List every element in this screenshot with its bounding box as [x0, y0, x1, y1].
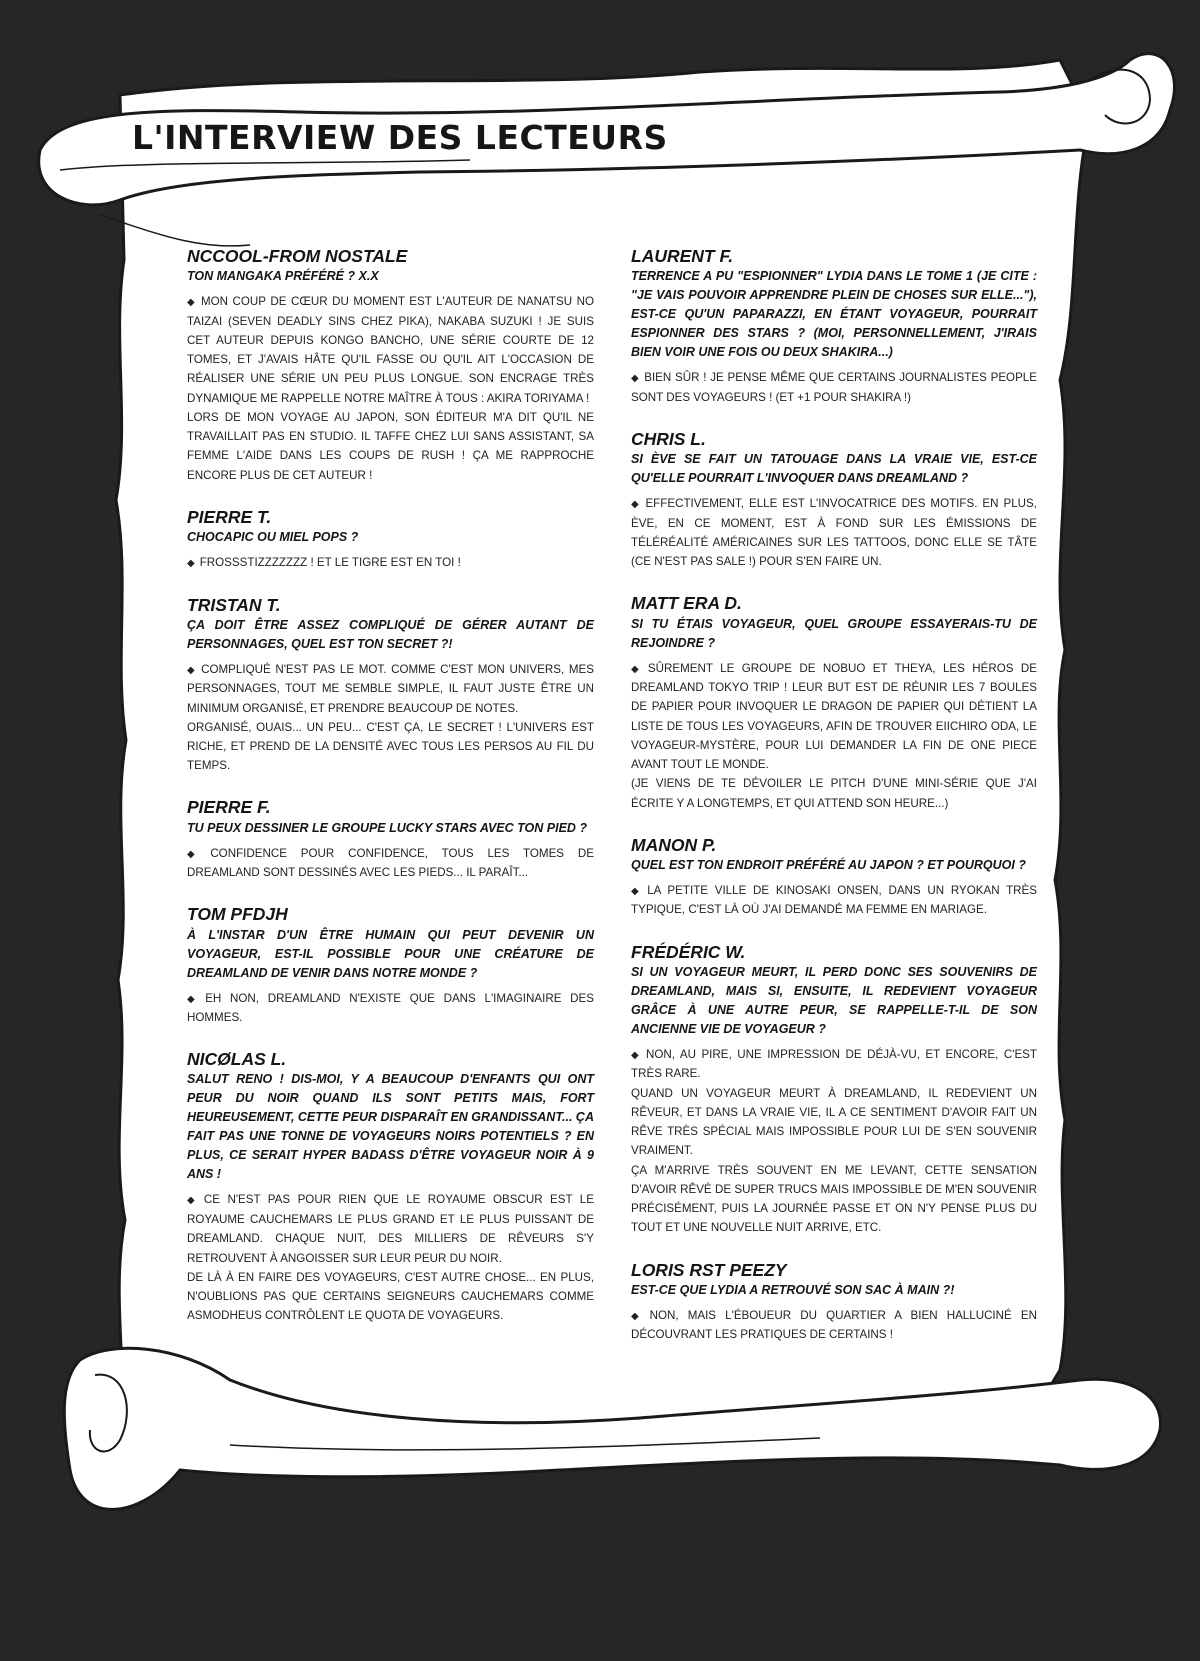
- author-answer: ◆ NON, MAIS L'ÉBOUEUR DU QUARTIER A BIEN HALLUCINÉ EN DÉCOUVRANT LES PRATIQUES DE CERTAINS !: [631, 1308, 1037, 1342]
- interview-entry: [631, 942, 1037, 1238]
- reader-name: MANON P.: [631, 834, 717, 855]
- reader-name: TRISTAN T.: [187, 594, 281, 615]
- diamond-bullet-icon: ◆: [187, 993, 201, 1005]
- reader-question: À L'INSTAR D'UN ÊTRE HUMAIN QUI PEUT DEVENIR UN VOYAGEUR, EST-IL POSSIBLE POUR UNE CRÉATURE DE DREAMLAND DE VENIR DANS NOTRE MONDE ?: [187, 927, 594, 980]
- reader-name: TOM PFDJH: [187, 904, 288, 925]
- reader-question: CHOCAPIC OU MIEL POPS ?: [187, 529, 359, 544]
- diamond-bullet-icon: ◆: [631, 663, 643, 675]
- reader-question: ÇA DOIT ÊTRE ASSEZ COMPLIQUÉ DE GÉRER AUTANT DE PERSONNAGES, QUEL EST TON SECRET ?!: [187, 617, 594, 651]
- diamond-bullet-icon: ◆: [187, 557, 195, 569]
- reader-name: NCCOOL-FROM NOSTALE: [187, 246, 408, 266]
- diamond-bullet-icon: ◆: [631, 1049, 641, 1061]
- author-answer: ◆ LA PETITE VILLE DE KINOSAKI ONSEN, DANS UN RYOKAN TRÈS TYPIQUE, C'EST LÀ OÙ J'AI DEMANDÉ MA FEMME EN MARIAGE.: [631, 883, 1037, 917]
- author-answer: ◆ CE N'EST PAS POUR RIEN QUE LE ROYAUME OBSCUR EST LE ROYAUME CAUCHEMARS LE PLUS GRAND ET LE PLUS PUISSANT DE DREAMLAND. CHAQUE NUIT, DES MILLIERS DE RÊVEURS S'Y RETROUVENT À ANGOISSER SUR LEUR PEUR DU NOIR. DE LÀ À EN FAIRE DES VOYAGEURS, C'EST AUTRE CHOSE... EN PLUS, N'OUBLIONS PAS QUE CERTAINS SEIGNEURS CAUCHEMARS COMME ASMODHEUS CONTRÔLENT LE QUOTA DE VOYAGEURS.: [187, 1193, 594, 1323]
- reader-name: LORIS RST PEEZY: [631, 1259, 787, 1280]
- interview-entry: [631, 1260, 1037, 1345]
- reader-name: LAURENT F.: [631, 246, 734, 266]
- interview-entry: [631, 429, 1037, 571]
- author-answer: ◆ COMPLIQUÉ N'EST PAS LE MOT. COMME C'EST MON UNIVERS, MES PERSONNAGES, TOUT ME SEMBLE SIMPLE, IL FAUT JUSTE ÊTRE UN MINIMUM ORGANISÉ, ET PRENDRE BEAUCOUP DE NOTES. ORGANISÉ, OUAIS... UN PEU... C'EST ÇA, LE SECRET ! L'UNIVERS EST RICHE, ET PREND DE LA DENSITÉ AVEC TOUS LES PERSOS AU FIL DU TEMPS.: [187, 662, 594, 773]
- reader-question: TON MANGAKA PRÉFÉRÉ ? X.X: [187, 269, 379, 284]
- reader-name: MATT ERA D.: [631, 593, 742, 614]
- diamond-bullet-icon: ◆: [631, 885, 643, 897]
- reader-question: SALUT RENO ! DIS-MOI, Y A BEAUCOUP D'ENFANTS QUI ONT PEUR DU NOIR QUAND ILS SONT PETITS MAIS, FORT HEUREUSEMENT, CETTE PEUR DISPARAÎT EN GRANDISSANT... ÇA FAIT PAS UNE TONNE DE VOYAGEURS NOIRS POTENTIELS ? EN PLUS, CE SERAIT HYPER BADASS D'ÊTRE VOYAGEUR NOIR À 9 ANS !: [187, 1072, 594, 1182]
- diamond-bullet-icon: ◆: [187, 848, 206, 860]
- reader-name: PIERRE T.: [187, 506, 272, 527]
- interview-entry: [187, 507, 594, 573]
- reader-question: QUEL EST TON ENDROIT PRÉFÉRÉ AU JAPON ? ET POURQUOI ?: [631, 857, 1026, 872]
- diamond-bullet-icon: ◆: [187, 297, 196, 309]
- reader-question: SI ÈVE SE FAIT UN TATOUAGE DANS LA VRAIE VIE, EST-CE QU'ELLE POURRAIT L'INVOQUER DANS DREAMLAND ?: [631, 452, 1037, 486]
- interview-entry: [631, 593, 1037, 812]
- author-answer: ◆ BIEN SÛR ! JE PENSE MÊME QUE CERTAINS JOURNALISTES PEOPLE SONT DES VOYAGEURS ! (ET +1 POUR SHAKIRA !): [631, 371, 1037, 404]
- author-answer: ◆ EFFECTIVEMENT, ELLE EST L'INVOCATRICE DES MOTIFS. EN PLUS, ÈVE, EN CE MOMENT, EST À FOND SUR LES ÉMISSIONS DE TÉLÉRÉALITÉ AMÉRICAINES SUR LES TATTOOS, DONC ELLE SE TÂTE (CE N'EST PAS SALE !) POUR S'EN FAIRE UN.: [631, 497, 1037, 569]
- diamond-bullet-icon: ◆: [631, 373, 640, 385]
- left-column: [187, 246, 594, 1347]
- diamond-bullet-icon: ◆: [187, 1195, 199, 1207]
- right-column: [631, 246, 1037, 1366]
- interview-entry: [187, 1049, 594, 1325]
- interview-entry: [187, 246, 594, 485]
- author-answer: ◆ NON, AU PIRE, UNE IMPRESSION DE DÉJÀ-VU, ET ENCORE, C'EST TRÈS RARE. QUAND UN VOYAGEUR MEURT À DREAMLAND, IL REDEVIENT UN RÊVEUR, ET DANS LA VRAIE VIE, IL A CE SENTIMENT D'AVOIR FAIT UN RÊVE TRÈS SPÉCIAL MAIS IMPOSSIBLE POUR LUI DE S'EN SOUVENIR VRAIMENT. ÇA M'ARRIVE TRÈS SOUVENT EN ME LEVANT, CETTE SENSATION D'AVOIR RÊVÉ DE SUPER TRUCS MAIS IMPOSSIBLE DE M'EN SOUVENIR PRÉCISÉMENT, PUIS LA JOURNÉE PASSE ET ON N'Y PENSE PLUS DU TOUT ET UNE NOUVELLE NUIT ARRIVE, ETC.: [631, 1047, 1037, 1235]
- reader-name: FRÉDÉRIC W.: [631, 941, 746, 962]
- reader-question: SI TU ÉTAIS VOYAGEUR, QUEL GROUPE ESSAYERAIS-TU DE REJOINDRE ?: [631, 616, 1037, 650]
- interview-entry: [187, 595, 594, 776]
- torn-edge: [1065, 728, 1098, 770]
- interview-entry: [631, 246, 1037, 407]
- interview-entry: [187, 904, 594, 1027]
- diamond-bullet-icon: ◆: [187, 664, 197, 676]
- reader-question: TU PEUX DESSINER LE GROUPE LUCKY STARS AVEC TON PIED ?: [187, 820, 588, 835]
- page-title: L'INTERVIEW DES LECTEURS: [132, 118, 668, 157]
- reader-question: EST-CE QUE LYDIA A RETROUVÉ SON SAC À MAIN ?!: [631, 1282, 955, 1297]
- reader-question: SI UN VOYAGEUR MEURT, IL PERD DONC SES SOUVENIRS DE DREAMLAND, MAIS SI, ENSUITE, IL REDEVIENT VOYAGEUR GRÂCE À UNE AUTRE PEUR, SE RAPPELLE-T-IL DE SON ANCIENNE VIE DE VOYAGEUR ?: [631, 964, 1037, 1036]
- diamond-bullet-icon: ◆: [631, 1310, 645, 1322]
- author-answer: ◆ EH NON, DREAMLAND N'EXISTE QUE DANS L'IMAGINAIRE DES HOMMES.: [187, 991, 594, 1025]
- interview-entry: [187, 797, 594, 882]
- reader-name: PIERRE F.: [187, 797, 271, 818]
- author-answer: ◆ FROSSSTIZZZZZZZ ! ET LE TIGRE EST EN TOI !: [187, 555, 461, 569]
- reader-name: CHRIS L.: [631, 428, 706, 449]
- author-answer: ◆ CONFIDENCE POUR CONFIDENCE, TOUS LES TOMES DE DREAMLAND SONT DESSINÉS AVEC LES PIEDS... IL PARAÎT...: [187, 846, 594, 880]
- author-answer: ◆ MON COUP DE CŒUR DU MOMENT EST L'AUTEUR DE NANATSU NO TAIZAI (SEVEN DEADLY SINS CHEZ PIKA), NAKABA SUZUKI ! JE SUIS CET AUTEUR DEPUIS KONGO BANCHO, UNE SÉRIE COURTE DE 12 TOMES, ET J'AVAIS HÂTE QU'IL FASSE OU QU'IL AIT L'OCCASION DE RÉALISER UNE SÉRIE UN PEU PLUS LONGUE. SON ENCRAGE TRÈS DYNAMIQUE ME RAPPELLE NOTRE MAÎTRE À TOUS : AKIRA TORIYAMA ! LORS DE MON VOYAGE AU JAPON, SON ÉDITEUR M'A DIT QU'IL NE TRAVAILLAIT PAS EN STUDIO. IL TAFFE CHEZ LUI SANS ASSISTANT, SA FEMME L'AIDE DANS LES COUPS DE RUSH ! ÇA ME RAPPROCHE ENCORE PLUS DE CET AUTEUR !: [187, 295, 594, 482]
- reader-question: TERRENCE A PU "ESPIONNER" LYDIA DANS LE TOME 1 (JE CITE : "JE VAIS POUVOIR APPRENDRE PLEIN DE CHOSES SUR ELLE..."), EST-CE QU'UN PAPARAZZI, EN ÉTANT VOYAGEUR, POURRAIT ESPIONNER DES STARS ? (MOI, PERSONNELLEMENT, J'IRAIS BIEN VOIR UNE FOIS OU DEUX SHAKIRA...): [631, 269, 1037, 360]
- reader-name: NICØLAS L.: [187, 1049, 287, 1070]
- interview-entry: [631, 835, 1037, 920]
- diamond-bullet-icon: ◆: [631, 499, 641, 511]
- author-answer: ◆ SÛREMENT LE GROUPE DE NOBUO ET THEYA, LES HÉROS DE DREAMLAND TOKYO TRIP ! LEUR BUT EST DE RÉUNIR LES 7 BOULES DE PAPIER POUR INVOQUER LE DRAGON DE PAPIER QUI DÉTIENT LA LISTE DE TOUS LES VOYAGEURS, AFIN DE TROUVER EIICHIRO ODA, LE VOYAGEUR-MYSTÈRE, POUR LUI DEMANDER LA FIN DE ONE PIECE AVANT TOUT LE MONDE. (JE VIENS DE TE DÉVOILER LE PITCH D'UNE MINI-SÉRIE QUE J'AI ÉCRITE Y A LONGTEMPS, ET QUI ATTEND SON HEURE...): [631, 661, 1037, 810]
